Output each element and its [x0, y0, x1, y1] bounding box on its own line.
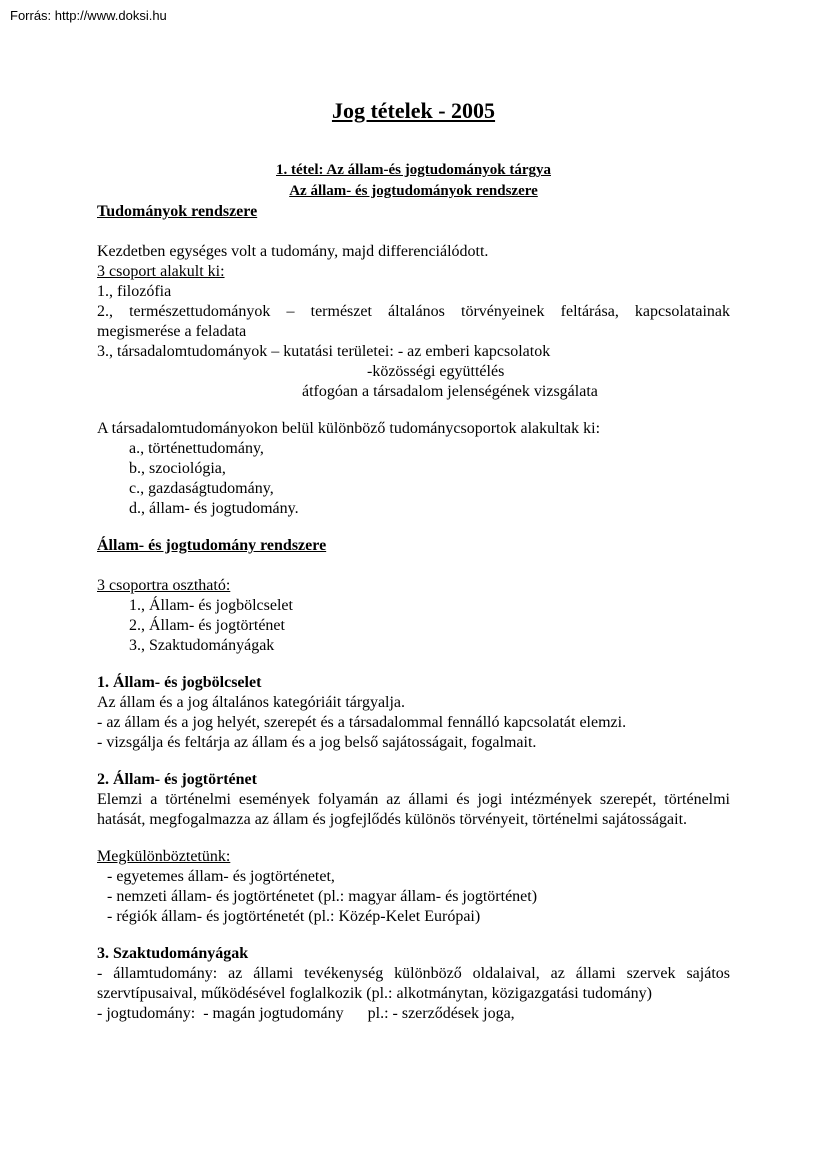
- document-subtitle: [97, 160, 730, 202]
- section-tudomanycsoportok: [97, 419, 730, 519]
- list-item: - az állam és a jog helyét, szerepét és a társadalommal fennálló kapcsolatát elemzi.: [97, 714, 627, 731]
- section-heading: Állam- és jogtudomány rendszere: [97, 537, 327, 554]
- list-item: 2., természettudományok – természet általános törvényeinek feltárása, kapcsolatainak: [97, 303, 730, 320]
- subsection-heading: 2. Állam- és jogtörténet: [97, 771, 257, 788]
- text-line: szervtípusaival, működésével foglalkozik (pl.: alkotmánytan, közigazgatási tudomány): [97, 985, 652, 1002]
- section-heading: Megkülönböztetünk:: [97, 848, 231, 865]
- text-line: megismerése a feladata: [97, 323, 247, 340]
- section-jogtortenet: [97, 770, 730, 830]
- subtitle-line-1: 1. tétel: Az állam-és jogtudományok tárgya: [276, 162, 551, 178]
- list-item: - vizsgálja és feltárja az állam és a jog belső sajátosságait, fogalmait.: [97, 734, 537, 751]
- document-title: Jog tételek - 2005: [331, 98, 496, 123]
- section-szaktudomanyagak: [97, 944, 730, 1024]
- document-body: [97, 0, 730, 1024]
- section-tudomanyok-rendszere: [97, 202, 730, 402]
- list-item: 1., Állam- és jogbölcselet: [129, 597, 293, 614]
- list-item: - nemzeti állam- és jogtörténetet (pl.: magyar állam- és jogtörténet): [107, 888, 538, 905]
- text-line: 3 csoport alakult ki:: [97, 263, 225, 280]
- section-heading: Tudományok rendszere: [97, 203, 258, 220]
- list-item: 3., Szaktudományágak: [129, 637, 275, 654]
- subsection-heading: 1. Állam- és jogbölcselet: [97, 674, 262, 691]
- text-line: -közösségi együttélés: [367, 363, 505, 380]
- list-item: d., állam- és jogtudomány.: [129, 500, 299, 517]
- subtitle-line-2: Az állam- és jogtudományok rendszere: [289, 183, 538, 199]
- spacer: [97, 556, 730, 576]
- text-line: Az állam és a jog általános kategóriáit tárgyalja.: [97, 694, 406, 711]
- subsection-heading: 3. Szaktudományágak: [97, 945, 249, 962]
- list-item: - jogtudomány: - magán jogtudomány pl.: - szerződések joga,: [97, 1005, 515, 1022]
- text-line: Elemzi a történelmi események folyamán az állami és jogi intézmények szerepét, történelmi: [97, 791, 730, 808]
- section-megkulonboztetunk: [97, 847, 730, 927]
- text-line: hatását, megfogalmazza az állam és jogfejlődés különös törvényeit, történelmi sajátosságait.: [97, 811, 688, 828]
- list-item: - államtudomány: az állami tevékenység különböző oldalaival, az állami szervek sajátos: [97, 965, 730, 982]
- text-line: Kezdetben egységes volt a tudomány, majd differenciálódott.: [97, 243, 489, 260]
- list-item: b., szociológia,: [129, 460, 226, 477]
- spacer: [97, 222, 730, 242]
- list-item: 3., társadalomtudományok – kutatási területei: - az emberi kapcsolatok: [97, 343, 551, 360]
- list-item: - régiók állam- és jogtörténetét (pl.: Közép-Kelet Európai): [107, 908, 481, 925]
- list-item: 1., filozófia: [97, 283, 172, 300]
- text-line: 3 csoportra osztható:: [97, 577, 231, 594]
- text-line: A társadalomtudományokon belül különböző tudománycsoportok alakultak ki:: [97, 420, 601, 437]
- list-item: 2., Állam- és jogtörténet: [129, 617, 285, 634]
- source-note: Forrás: http://www.doksi.hu: [10, 8, 167, 23]
- list-item: c., gazdaságtudomány,: [129, 480, 274, 497]
- section-allam-es-jogtudomany: [97, 536, 730, 656]
- section-jogbolcselet: [97, 673, 730, 753]
- list-item: - egyetemes állam- és jogtörténetet,: [107, 868, 335, 885]
- text-line: átfogóan a társadalom jelenségének vizsgálata: [302, 383, 598, 400]
- list-item: a., történettudomány,: [129, 440, 264, 457]
